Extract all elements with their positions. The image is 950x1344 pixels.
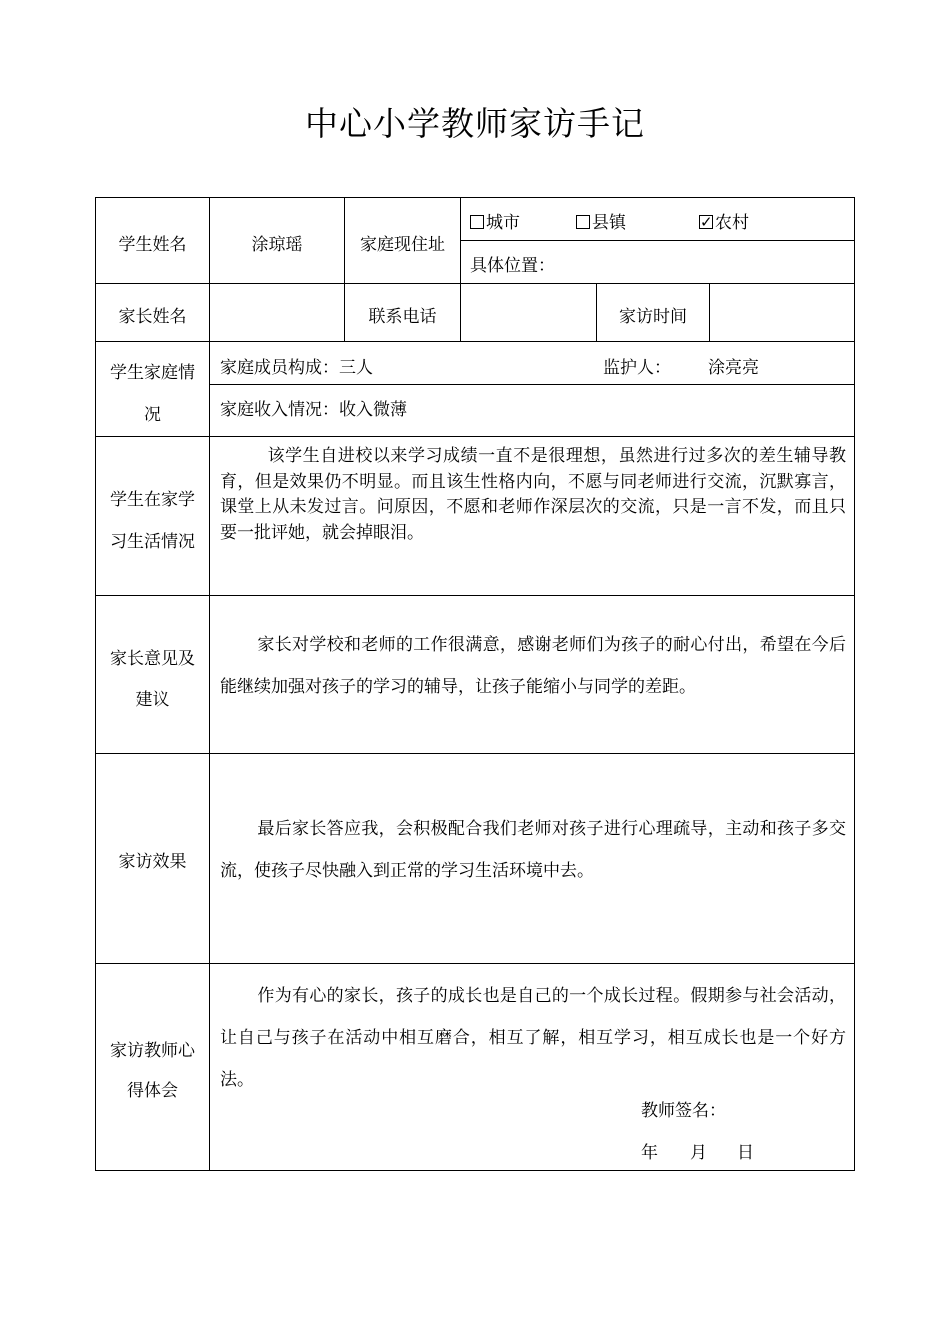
teacher-reflection-label: 家访教师心 [110,1041,195,1061]
teacher-reflection-label-cont: 得体会 [127,1081,178,1101]
date-month-label: 月 [690,1143,707,1163]
teacher-signature-label: 教师签名： [641,1101,726,1121]
parent-opinion-text: 家长对学校和老师的工作很满意，感谢老师们为孩子的耐心付出，希望在今后能继续加强对孩子的学习的辅导，让孩子能缩小与同学的差距。 [220,635,846,697]
date-day-label: 日 [737,1143,754,1163]
checkbox-rural-checked[interactable] [699,215,713,229]
address-option-rural[interactable] [699,213,749,233]
address-option-label: 农村 [715,213,749,233]
home-address-label: 家庭现住址 [360,235,445,255]
date-year-label: 年 [641,1143,658,1163]
table-border-right [854,197,855,1171]
parent-name-label: 家长姓名 [118,307,187,327]
family-income: 家庭收入情况：收入微薄 [220,400,407,420]
student-name-value: 涂琼瑶 [251,235,303,255]
table-col-divider [209,197,210,1171]
student-name-label: 学生姓名 [118,235,187,255]
address-option-city[interactable] [470,213,520,233]
home-study-label: 学生在家学 [110,490,195,510]
address-option-label: 县镇 [592,213,626,233]
address-option-label: 城市 [486,213,520,233]
address-option-town[interactable] [576,213,626,233]
visit-time-label: 家访时间 [619,307,687,327]
location-label: 具体位置： [470,256,555,276]
family-situation-label: 学生家庭情 [110,363,195,383]
family-situation-label-cont: 况 [144,405,161,425]
visit-effect-text: 最后家长答应我，会积极配合我们老师对孩子进行心理疏导，主动和孩子多交流，使孩子尽快融入到正常的学习生活环境中去。 [220,819,846,881]
checkbox-town[interactable] [576,215,590,229]
home-study-text: 该学生自进校以来学习成绩一直不是很理想，虽然进行过多次的差生辅导教育，但是效果仍不明显。而且该生性格内向，不愿与同老师进行交流，沉默寡言，课堂上从未发过言。问原因，不愿和老师作深层次的交流，只是一言不发，而且只要一批评她，就会掉眼泪。 [220,446,846,543]
page-title: 中心小学教师家访手记 [305,104,645,143]
phone-label: 联系电话 [368,307,437,327]
table-row-divider [210,384,855,385]
parent-opinion-label: 家长意见及 [110,649,195,669]
visit-effect-label: 家访效果 [118,852,187,872]
table-row-divider [460,240,855,241]
checkbox-city[interactable] [470,215,484,229]
table-col-divider [460,197,461,342]
table-col-divider [709,283,710,342]
parent-opinion-label-cont: 建议 [135,690,170,710]
teacher-reflection-text: 作为有心的家长，孩子的成长也是自己的一个成长过程。假期参与社会活动，让自己与孩子在活动中相互磨合，相互了解，相互学习，相互成长也是一个好方法。 [220,986,846,1090]
guardian-label: 监护人： [603,358,671,378]
table-border-left [95,197,96,1171]
home-study-label-cont: 习生活情况 [110,532,195,552]
family-members: 家庭成员构成：三人 [220,358,373,378]
guardian-value: 涂亮亮 [708,358,759,378]
